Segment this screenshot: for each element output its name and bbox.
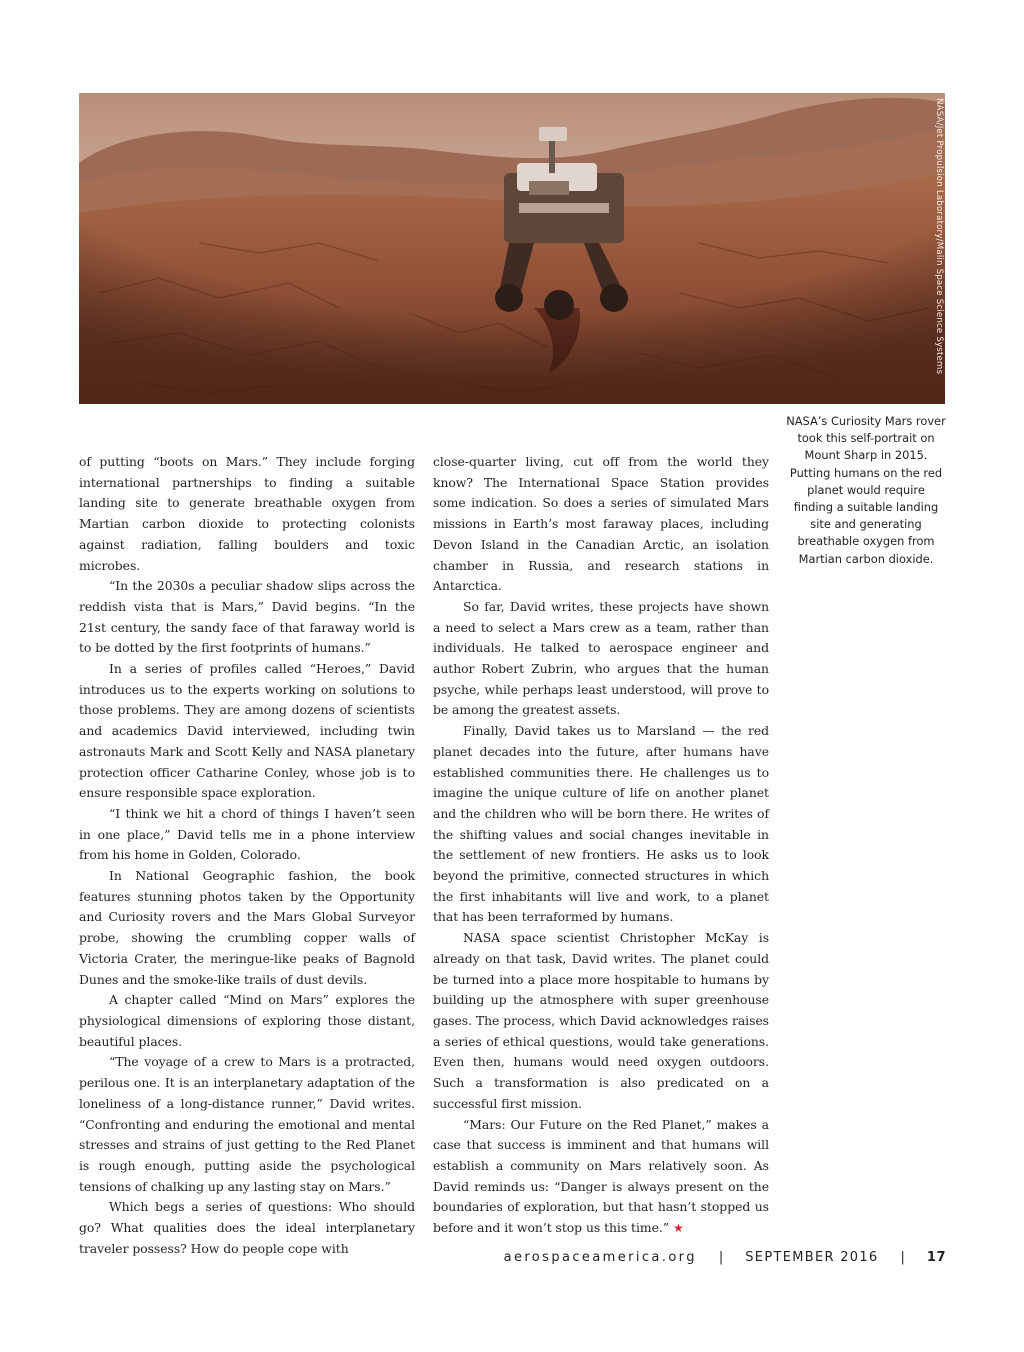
paragraph-text: “Mars: Our Future on the Red Planet,” makes a case that success is imminent and that humans will establish a community on Mars relatively soon. As David reminds us: “Danger is always present on the boundaries of exploration, but that hasn’t stopped us before and it won’t stop us this time.”: [433, 1116, 769, 1236]
paragraph: “I think we hit a chord of things I haven’t seen in one place,” David tells me in a phone interview from his home in Golden, Colorado.: [79, 805, 415, 863]
photo-caption: NASA’s Curiosity Mars rover took this self-portrait on Mount Sharp in 2015. Putting humans on the red planet would require finding a suitable landing site and generating breathable oxygen from Martian carbon dioxide.: [786, 414, 946, 566]
rover-landscape-image: [79, 93, 945, 404]
paragraph: “The voyage of a crew to Mars is a protracted, perilous one. It is an interplanetary adaptation of the loneliness of a long-distance runner,” David writes. “Confronting and enduring the emotional and mental stresses and strains of just getting to the Red Planet is rough enough, putting aside the psychological tensions of chalking up any lasting stay on Mars.”: [79, 1054, 415, 1194]
article-column-middle: [433, 452, 769, 1239]
end-mark-star-icon: ★: [672, 1221, 684, 1236]
paragraph: In a series of profiles called “Heroes,” David introduces us to the experts working on solutions to those problems. They are among dozens of scientists and academics David interviewed, including twin astronauts Mark and Scott Kelly and NASA planetary protection officer Catharine Conley, whose job is to ensure responsible space exploration.: [79, 661, 415, 801]
paragraph: NASA space scientist Christopher McKay is already on that task, David writes. The planet could be turned into a place more hospitable to humans by building up the atmosphere with super greenhouse gases. The process, which David acknowledges raises a series of ethical questions, would take generations. Even then, humans would need oxygen outdoors. Such a transformation is also predicated on a successful first mission.: [433, 930, 769, 1111]
paragraph: Finally, David takes us to Marsland — the red planet decades into the future, after humans have established communities there. He challenges us to imagine the unique culture of life on another planet and the children who will be born there. He writes of the shifting values and social changes inevitable in the settlement of new frontiers. He asks us to look beyond the primitive, connected structures in which the first inhabitants will live and work, to a planet that has been terraformed by humans.: [433, 723, 769, 925]
mars-rover-photo: [79, 93, 945, 404]
paragraph: In National Geographic fashion, the book features stunning photos taken by the Opportunity and Curiosity rovers and the Mars Global Surveyor probe, showing the crumbling copper walls of Victoria Crater, the meringue-like peaks of Bagnold Dunes and the smoke-like trails of dust devils.: [79, 868, 415, 987]
footer-issue: SEPTEMBER 2016: [745, 1250, 879, 1265]
paragraph: So far, David writes, these projects have shown a need to select a Mars crew as a team, rather than individuals. He talked to aerospace engineer and author Robert Zubrin, who argues that the human psyche, while perhaps least understood, will prove to be among the greatest assets.: [433, 598, 769, 718]
paragraph: A chapter called “Mind on Mars” explores the physiological dimensions of exploring those distant, beautiful places.: [79, 992, 415, 1049]
paragraph: Which begs a series of questions: Who should go? What qualities does the ideal interplanetary traveler possess? How do people cope with: [79, 1199, 415, 1256]
paragraph: [433, 1115, 769, 1239]
article-column-left: [79, 452, 415, 1259]
page-footer: [500, 1250, 946, 1265]
footer-separator: |: [900, 1250, 905, 1265]
footer-separator: |: [718, 1250, 724, 1265]
footer-site[interactable]: aerospaceamerica.org: [503, 1250, 697, 1265]
page-number: 17: [926, 1250, 946, 1265]
photo-credit: NASA/Jet Propulsion Laboratory/Malin Space Science Systems: [934, 98, 944, 375]
paragraph: of putting “boots on Mars.” They include forging international partnerships to finding a suitable landing site to generate breathable oxygen from Martian carbon dioxide to protecting colonists against radiation, falling boulders and toxic microbes.: [79, 454, 415, 573]
paragraph: “In the 2030s a peculiar shadow slips across the reddish vista that is Mars,” David begins. “In the 21st century, the sandy face of that faraway world is to be dotted by the first footprints of humans.”: [79, 578, 415, 656]
paragraph: close-quarter living, cut off from the world they know? The International Space Station provides some indication. So does a series of simulated Mars missions in Earth’s most faraway places, including Devon Island in the Canadian Arctic, an isolation chamber in Russia, and research stations in Antarctica.: [433, 454, 769, 594]
